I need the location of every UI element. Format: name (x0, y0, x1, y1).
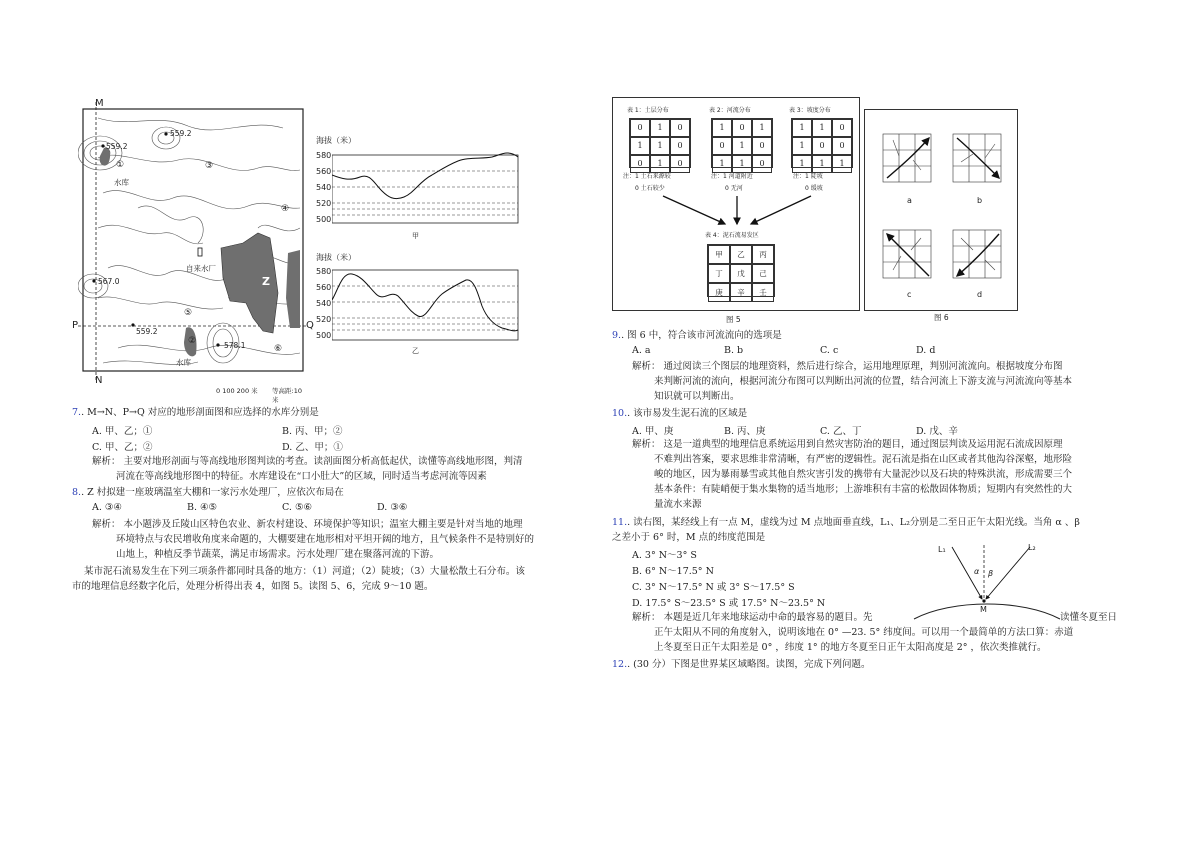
grid-cell: 0 (832, 137, 852, 155)
grid-cell: 戊 (730, 264, 752, 283)
question-8-stem: 8.. Z 村拟建一座玻璃温室大棚和一家污水处理厂，应依次布局在 (72, 487, 344, 498)
option-c: C. 甲、乙；② (92, 442, 153, 453)
grid-cell: 0 (670, 155, 690, 173)
option-c-label: c (907, 290, 912, 299)
grid-cell: 0 (630, 155, 650, 173)
table-2-note: 注：1 河道附近 (711, 173, 753, 180)
option-d: D. d (916, 345, 936, 356)
explanation-line: 峻的地区，因为暴雨暴雪或其他自然灾害引发的携带有大量泥沙以及石块的特殊洪流，形成需要三个 (654, 469, 1073, 480)
option-a: A. 甲、乙；① (92, 426, 153, 437)
table-2-title: 表 2：河流分布 (709, 107, 751, 114)
intro-line: 市的地理信息经数字化后，处理分析得出表 4，如图 5。读图 5、6，完成 9～10 题。 (72, 581, 434, 592)
option-d: D. ③⑥ (377, 502, 408, 513)
tick-label: 560 (316, 283, 332, 292)
grid-cell: 1 (732, 137, 752, 155)
grid-cell: 己 (752, 264, 774, 283)
grid-cell: 1 (650, 119, 670, 137)
option-d: D. 戊、辛 (916, 426, 958, 437)
table-4-grid (707, 244, 775, 297)
grid-cell: 0 (630, 119, 650, 137)
explanation-line: 河流在等高线地形图中的特征。水库建设在“口小肚大”的区域，同时适当考虑河流等因素 (116, 471, 487, 482)
explanation-line: 基本条件：有陡峭便于集水集物的适当地形；上游堆积有丰富的松散固体物质；短期内有突然性的大 (654, 484, 1073, 495)
tick-label: 580 (316, 151, 332, 160)
ray-l1-label: L₁ (938, 545, 946, 554)
explanation-line: 知识就可以判断出。 (654, 391, 740, 402)
grid-cell: 1 (812, 155, 832, 173)
table-3-note: 注：1 陡坡 (793, 173, 823, 180)
explanation-line: 读懂冬夏至日 (1060, 612, 1118, 623)
tick-label: 540 (316, 183, 332, 192)
explanation-line: 来判断河流的流向，根据河流分布图可以判断出河流的位置，结合河流上下游支流与河流流向等基本 (654, 376, 1073, 387)
option-c: C. 乙、丁 (820, 426, 862, 437)
ray-l2-label: L₂ (1028, 543, 1036, 552)
figure-5 (612, 97, 860, 311)
profile-b-caption: 乙 (412, 347, 419, 355)
grid-cell: 丁 (708, 264, 730, 283)
grid-cell: 0 (670, 119, 690, 137)
region-z-label: Z (262, 275, 270, 288)
region-label: ⑤ (184, 308, 193, 318)
explanation-line: 上冬夏至日正午太阳差是 0° ，纬度 1° 的地方冬夏至日正午太阳高度是 2° ，依次类推就行。 (654, 642, 1047, 653)
question-number: 12. (612, 659, 628, 670)
table-2-note: 0 无河 (725, 185, 743, 192)
grid-cell: 1 (752, 119, 772, 137)
region-label: ③ (205, 161, 214, 171)
grid-cell: 庚 (708, 283, 730, 302)
table-1-note: 注：1 土石来源较 (623, 173, 671, 180)
label-q: Q (306, 320, 314, 331)
angle-beta-label: β (988, 569, 994, 578)
elevation-label: 559.2 (106, 142, 128, 151)
option-c: C. 3° N～17.5° N 或 3° S～17.5° S (632, 582, 795, 593)
explanation-line: 解析： 本题是近几年来地球运动中命的最容易的题目。先 (632, 612, 873, 623)
table-4-title: 表 4：泥石流易发区 (705, 232, 759, 239)
reservoir-label: 水库 (176, 358, 191, 367)
figure-5-caption: 图 5 (726, 315, 741, 324)
option-c: C. c (820, 345, 839, 356)
grid-cell: 0 (752, 137, 772, 155)
option-a: A. 3° N～3° S (632, 550, 697, 561)
tick-label: 520 (316, 315, 332, 324)
water-plant-label: 自来水厂 (186, 264, 216, 273)
question-number: 11. (612, 517, 628, 528)
profile-a-caption: 甲 (412, 232, 419, 240)
figure-6-caption: 图 6 (934, 313, 949, 322)
tick-label: 500 (316, 331, 332, 340)
profile-a-ylabel: 海拔（米） (316, 136, 356, 145)
elevation-label: 567.0 (98, 277, 120, 286)
grid-cell: 0 (670, 137, 690, 155)
profile-b-ylabel: 海拔（米） (316, 253, 356, 262)
grid-cell: 1 (712, 119, 732, 137)
grid-cell: 1 (732, 155, 752, 173)
table-1-note: 0 土石较少 (635, 185, 665, 192)
explanation-line: 量流水来源 (654, 499, 702, 510)
option-a: A. ③④ (92, 502, 122, 513)
question-12-stem: 12.. (30 分）下图是世界某区域略图。读图，完成下列问题。 (612, 659, 871, 670)
option-a-label: a (907, 196, 912, 205)
explanation-line: 解析： 这是一道典型的地理信息系统运用到自然灾害防治的题目，通过图层判读及运用泥石流成因原理 (632, 439, 1063, 450)
grid-cell: 1 (792, 155, 812, 173)
table-3-title: 表 3：坡度分布 (789, 107, 831, 114)
option-b: B. 6° N～17.5° N (632, 566, 714, 577)
explanation-line: 解析： 本小题涉及丘陵山区特色农业、新农村建设、环境保护等知识；温室大棚主要是针对当地的地理 (92, 519, 523, 530)
figure-6 (864, 109, 1018, 311)
region-label: ⑥ (274, 344, 283, 354)
grid-cell: 辛 (730, 283, 752, 302)
question-number: 8. (72, 487, 82, 498)
option-b: B. b (724, 345, 744, 356)
contour-map (72, 98, 314, 404)
explanation-line: 正午太阳从不同的角度射入，说明该地在 0° —23. 5° 纬度间。可以用一个最简单的方法口算：赤道 (654, 627, 1074, 638)
profile-chart-a (314, 135, 524, 245)
point-m-label: M (980, 605, 987, 614)
grid-cell: 0 (752, 155, 772, 173)
region-label: ② (188, 336, 197, 346)
intro-line: 某市泥石流易发生在下列三项条件都同时具备的地方：（1）河道；（2）陡坡；（3）大量松散土石分布。该 (84, 566, 525, 577)
grid-cell: 壬 (752, 283, 774, 302)
sun-angle-diagram (912, 543, 1062, 621)
map-scale: 0 100 200 米 (216, 387, 258, 395)
grid-cell: 1 (832, 155, 852, 173)
question-11-stem-cont: 之差小于 6° 时，M 点的纬度范围是 (612, 532, 766, 543)
explanation-line: 解析： 主要对地形剖面与等高线地形图判读的考查。读剖面图分析高低起伏，读懂等高线地形图，判清 (92, 456, 523, 467)
tick-label: 520 (316, 199, 332, 208)
region-label: ① (116, 160, 125, 170)
grid-cell: 1 (792, 119, 812, 137)
grid-cell: 0 (712, 137, 732, 155)
elevation-label: 559.2 (136, 327, 158, 336)
label-m: M (95, 98, 104, 109)
grid-cell: 丙 (752, 245, 774, 264)
question-7-stem: 7.. M→N、P→Q 对应的地形剖面图和应选择的水库分别是 (72, 407, 319, 418)
tick-label: 560 (316, 167, 332, 176)
angle-alpha-label: α (974, 567, 980, 576)
question-11-stem: 11.. 读右图，某经线上有一点 M，虚线为过 M 点地面垂直线，L₁、L₂分别是二至日正午太阳光线。当角 α 、β (612, 517, 1080, 528)
option-b-label: b (977, 196, 983, 205)
profile-chart-b (314, 250, 524, 362)
contour-interval-note: 等高距:10米 (272, 387, 302, 404)
grid-cell: 0 (812, 137, 832, 155)
grid-cell: 1 (650, 155, 670, 173)
option-d: D. 乙、甲；① (282, 442, 343, 453)
explanation-line: 环境特点与农民增收角度来命题的，大棚要建在地形相对平坦开阔的地方，且气候条件不是特别好的 (116, 534, 535, 545)
elevation-label: 578.1 (224, 341, 246, 350)
table-3-note: 0 缓坡 (805, 185, 823, 192)
option-b: B. 丙、庚 (724, 426, 766, 437)
question-number: 10. (612, 408, 628, 419)
label-n: N (95, 375, 103, 386)
label-p: P (72, 320, 79, 331)
question-number: 9. (612, 330, 622, 341)
option-d-label: d (977, 290, 983, 299)
grid-cell: 1 (812, 119, 832, 137)
option-a: A. 甲、庚 (632, 426, 674, 437)
grid-cell: 1 (712, 155, 732, 173)
grid-cell: 0 (832, 119, 852, 137)
option-a: A. a (632, 345, 651, 356)
tick-label: 500 (316, 215, 332, 224)
grid-cell: 1 (630, 137, 650, 155)
explanation-line: 解析： 通过阅读三个图层的地理资料，然后进行综合，运用地理原理，判别河流流向。根据坡度分布图 (632, 361, 1063, 372)
option-d: D. 17.5° S～23.5° S 或 17.5° N～23.5° N (632, 598, 826, 609)
question-number: 7. (72, 407, 82, 418)
option-b: B. ④⑤ (187, 502, 218, 513)
explanation-line: 不难判出答案，要求思维非常清晰，有严密的逻辑性。泥石流是指在山区或者其他沟谷深壑，地形险 (654, 454, 1073, 465)
reservoir-label: 水库 (114, 178, 129, 187)
grid-cell: 1 (792, 137, 812, 155)
explanation-line: 山地上，种植反季节蔬菜，满足市场需求。污水处理厂建在聚落河流的下游。 (116, 549, 440, 560)
table-1-title: 表 1：土层分布 (627, 107, 669, 114)
tick-label: 540 (316, 299, 332, 308)
grid-cell: 乙 (730, 245, 752, 264)
elevation-label: 559.2 (170, 129, 192, 138)
region-label: ④ (281, 204, 290, 214)
option-b: B. 丙、甲；② (282, 426, 343, 437)
grid-cell: 甲 (708, 245, 730, 264)
question-10-stem: 10.. 该市易发生泥石流的区域是 (612, 408, 748, 419)
question-9-stem: 9.. 图 6 中，符合该市河流流向的选项是 (612, 330, 782, 341)
option-c: C. ⑤⑥ (282, 502, 313, 513)
tick-label: 580 (316, 267, 332, 276)
grid-cell: 0 (732, 119, 752, 137)
grid-cell: 1 (650, 137, 670, 155)
